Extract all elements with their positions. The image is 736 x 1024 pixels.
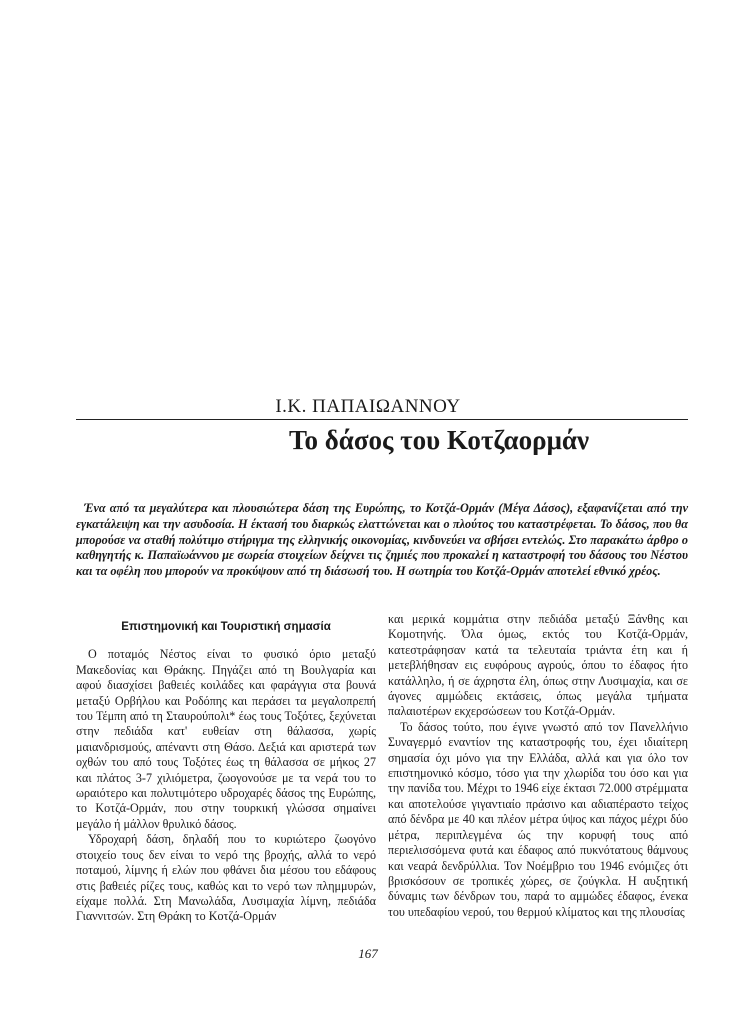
body-paragraph: Ο ποταμός Νέστος είναι το φυσικό όριο μεταξύ Μακεδονίας και Θράκης. Πηγάζει από τη Βουλγαρία και αφού διασχίσει βαθειές κοιλάδες και φαράγγια στα βουνά μεταξύ Ορβήλου και Ροδόπης και περάσει τα μεγαλοπρεπή του Τέμπη από τη Σταυρούπολι* έως τους Τοξότες, ξεχύνεται στην πεδιάδα κατ' ευθείαν στη θάλασσα, χωρίς μαιανδρισμούς, απέναντι στη Θάσο. Δεξιά και αριστερά των οχθών του από τους Τοξότες έως τη θάλασσα σε μήκος 27 και πλάτος 3-7 χιλιόμετρα, ζωογονούσε με τα νερά του το ωραιότερο και πολυτιμότερο υδροχαρές δάσος της Ευρώπης, το Κοτζά-Ορμάν, που στην τουρκική γλώσσα σημαίνει μεγάλο ή μάλλον θρυλικό δάσος. [76, 647, 376, 831]
title-rule [76, 419, 688, 420]
body-paragraph: Υδροχαρή δάση, δηλαδή που το κυριώτερο ζωογόνο στοιχείο τους δεν είναι το νερό της βροχής, αλλά το νερό ποταμού, λίμνης ή ελών που φθάνει δια μέσου του εδάφους στις βαθειές ρίζες τους, καθώς και το νερό των πλημμυρών, είχαμε πολλά. Στη Μανωλάδα, Λυσιμαχία λίμνη, πεδιάδα Γιαννιτσών. Στη Θράκη το Κοτζά-Ορμάν [76, 832, 376, 924]
body-paragraph: Το δάσος τούτο, που έγινε γνωστό από τον Πανελλήνιο Συναγερμό εναντίον της καταστροφής του, έχει ιδιαίτερη σημασία όχι μόνο για την Ελλάδα, αλλά και για όλο τον επιστημονικό κόσμο, τόσο για την χλωρίδα του όσο και για την πανίδα του. Μέχρι το 1946 είχε έκτασι 72.000 στρέμματα και αποτελούσε γιγαντιαίο πράσινο και αδιαπέραστο τείχος από δένδρα με 40 και πλέον μέτρα ύψος και πάχος μέχρι δύο μέτρα, περιπλεγμένα ώς την κορυφή τους από περιελισσόμενα φυτά και έδαφος από πυκνότατους θάμνους και νεαρά δενδρύλλια. Τον Νοέμβριο του 1946 ενόμιζες ότι βρισκόσουν σε τροπικές χώρες, σε ζούγκλα. Η αυξητική δύναμις των δένδρων του, παρά το αμμώδες έδαφος, ένεκα του υπεδαφίου νερού, του θερμού κλίματος και της πλουσίας [388, 719, 688, 919]
body-paragraph: και μερικά κομμάτια στην πεδιάδα μεταξύ Ξάνθης και Κομοτηνής. Όλα όμως, εκτός του Κοτζά-Ορμάν, κατεστράφησαν κατά τα τελευταία τριάντα έτη και ή μετεβλήθησαν εις ευφόρους αγρούς, όπου το έδαφος ήτο κατάλληλο, ή σε άχρηστα έλη, όπως στην Λυσιμαχία, και σε άγονες αμμώδεις εκτάσεις, όπως μεγάλα τμήματα παλαιοτέρων εκχερσώσεων του Κοτζά-Ορμάν. [388, 612, 688, 719]
left-column [76, 612, 376, 925]
section-heading: Επιστημονική και Τουριστική σημασία [121, 621, 331, 633]
right-column [388, 612, 688, 920]
page-number: 167 [358, 946, 378, 961]
lead-paragraph: Ένα από τα μεγαλύτερα και πλουσιώτερα δάση της Ευρώπης, το Κοτζά-Ορμάν (Μέγα Δάσος), εξαφανίζεται από την εγκατάλειψη και την ασυδοσία. Η έκτασή του διαρκώς ελαττώνεται και ο πλούτος του καταστρέφεται. Το δάσος, που θα μπορούσε να σταθή πολύτιμο στήριγμα της ελληνικής οικονομίας, κινδυνεύει να σβήσει εντελώς. Στο παρακάτω άρθρο ο καθηγητής κ. Παπαϊωάννου με σωρεία στοιχείων δείχνει τις ζημιές που προκαλεί η καταστροφή του δάσους του Νέστου και τα οφέλη που μπορούν να προκύψουν από τη διάσωσή του. Η σωτηρία του Κοτζά-Ορμάν αποτελεί εθνικό χρέος. [76, 501, 688, 579]
article-title: Το δάσος του Κοτζαορμάν [288, 425, 590, 455]
author-name: Ι.Κ. ΠΑΠΑΙΩΑΝΝΟΥ [275, 396, 461, 417]
